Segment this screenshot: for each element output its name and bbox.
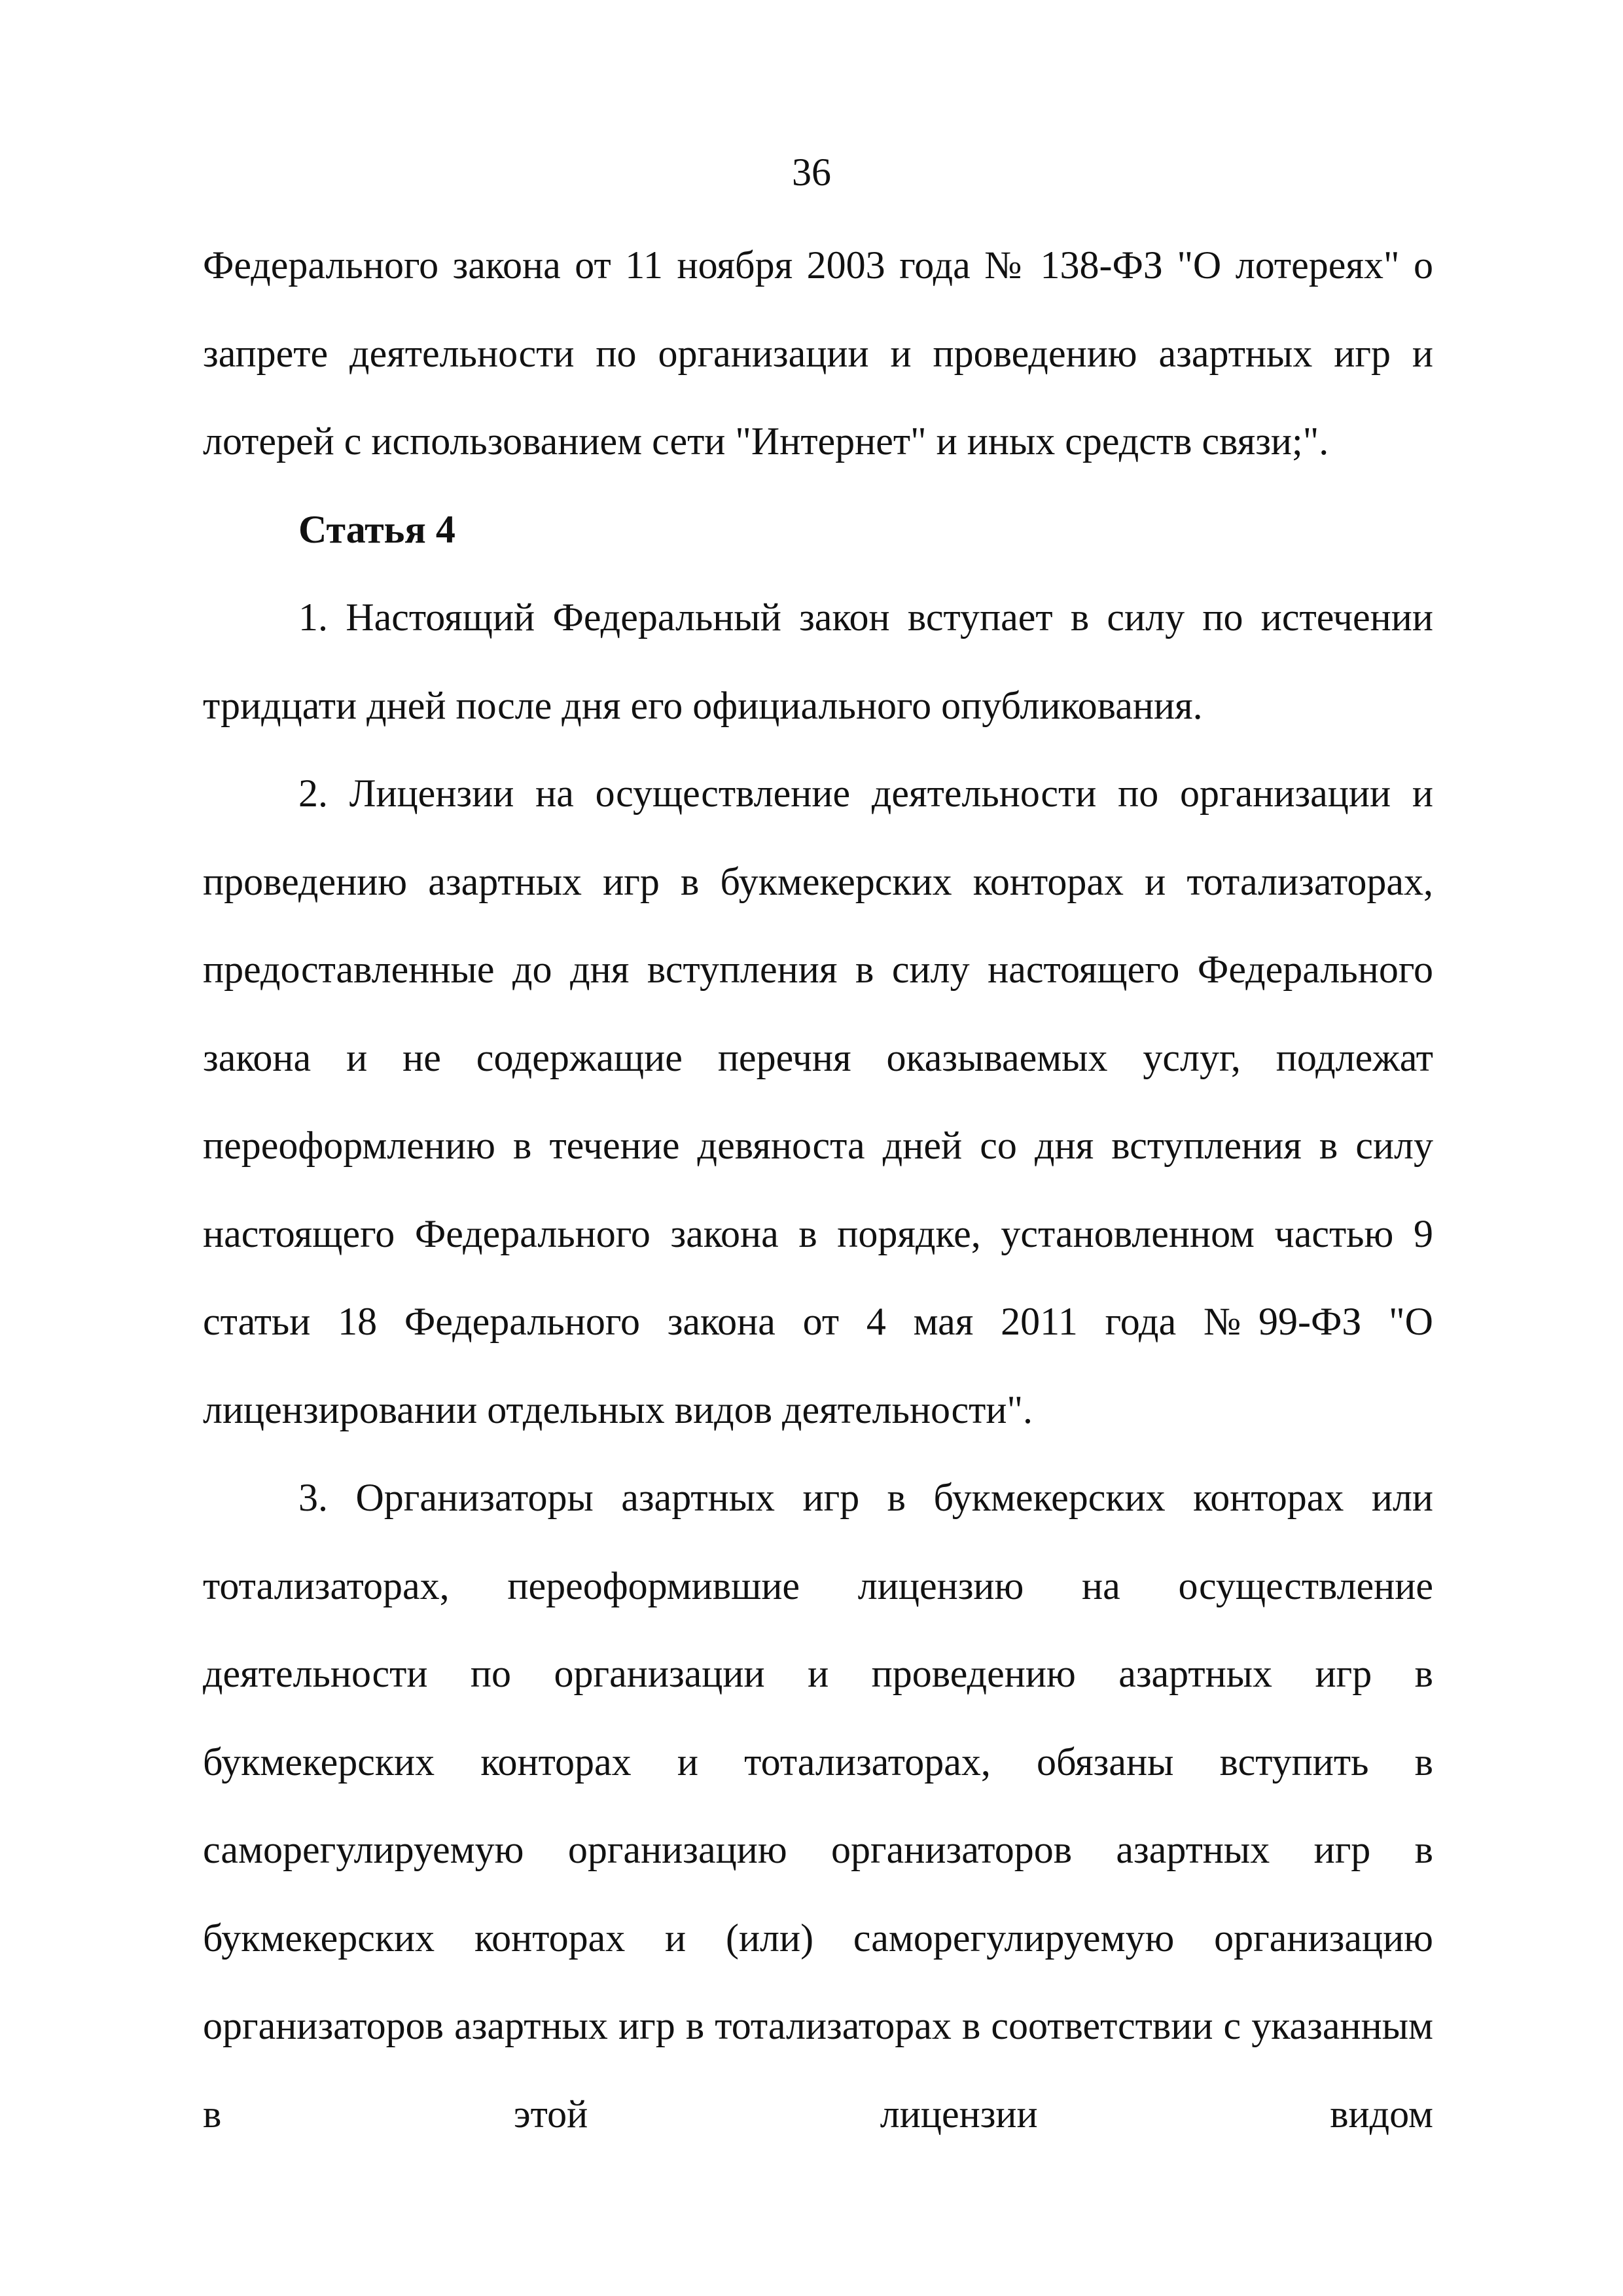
intro-paragraph: Федерального закона от 11 ноября 2003 года № 138-ФЗ "О лотереях" о запрете деятельности по организации и проведению азартных игр и лотерей с использованием сети "Интернет" и иных средств связи;". [203,243,1433,463]
intro-block [203,221,1433,486]
article-paragraph-2: 2. Лицензии на осуществление деятельности по организации и проведению азартных игр в букмекерских конторах и тотализаторах, предоставленные до дня вступления в силу настоящего Федерального закона и не содержащие перечня оказываемых услуг, подлежат переоформлению в течение девяноста дней со дня вступления в силу настоящего Федерального закона в порядке, установленном частью 9 статьи 18 Федерального закона от 4 мая 2011 года №99-ФЗ "О лицензировании отдельных видов деятельности". [203,772,1433,1431]
article-heading: Статья 4 [298,508,455,551]
article-heading-block [203,486,1433,574]
article-paragraph-3: 3. Организаторы азартных игр в букмекерских конторах или тотализаторах, переоформившие лицензию на осуществление деятельности по организации и проведению азартных игр в букмекерских конторах и тотализаторах, обязаны вступить в саморегулируемую организацию организаторов азартных игр в букмекерских конторах и (или) саморегулируемую организацию организаторов азартных игр в тотализаторах в соответствии с указанным в этой лицензии видом [203,1476,1433,2136]
article-body [203,573,1433,2158]
article-paragraph-1: 1. Настоящий Федеральный закон вступает в силу по истечении тридцати дней после дня его официального опубликования. [203,596,1433,727]
page-number: 36 [792,151,831,194]
